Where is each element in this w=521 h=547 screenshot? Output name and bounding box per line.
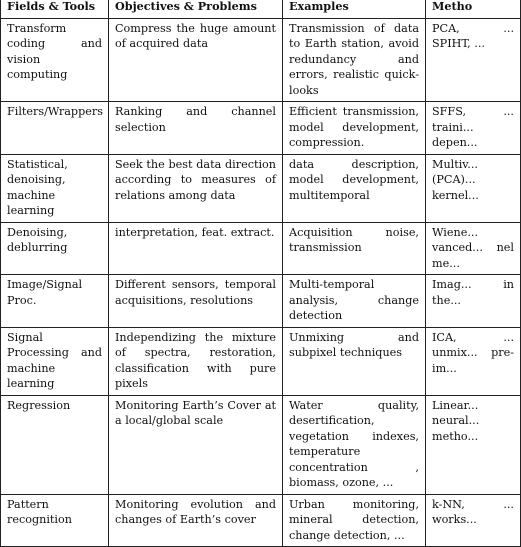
- field-text: Statistical, denoising, machine learning: [7, 157, 68, 217]
- table-row: [1, 395, 521, 494]
- example-text: Efficient transmission, model development, compression.: [289, 105, 419, 149]
- field-text: Regression: [7, 398, 71, 412]
- table-row: [1, 327, 521, 395]
- example-text: data description, model development, multitemporal: [289, 157, 419, 202]
- objective-text: interpretation, feat. extract.: [115, 225, 275, 239]
- example-cell: [283, 154, 426, 222]
- method-text: k-NN, ... works...: [432, 497, 514, 526]
- example-text: Urban monitoring, mineral detection, change detection, ...: [289, 497, 419, 542]
- method-cell: [426, 395, 521, 494]
- method-cell: [426, 102, 521, 155]
- example-cell: [283, 102, 426, 155]
- method-cell: [426, 222, 521, 275]
- method-text: Linear... neural... metho...: [432, 398, 480, 443]
- example-cell: [283, 275, 426, 328]
- field-cell: [1, 154, 109, 222]
- example-text: Acquisition noise, transmission: [289, 225, 419, 254]
- example-text: Water quality, desertification, vegetation indexes, temperature concentration , biomass, ozone, ...: [289, 398, 419, 489]
- objective-cell: [109, 18, 283, 102]
- objective-cell: [109, 222, 283, 275]
- field-text: Filters/Wrappers: [7, 105, 103, 118]
- example-cell: [283, 327, 426, 395]
- example-cell: [283, 18, 426, 102]
- method-text: ICA, ... unmix... pre-im...: [432, 330, 514, 375]
- objective-text: Monitoring Earth’s Cover at a local/global scale: [115, 398, 276, 427]
- objective-text: Different sensors, temporal acquisitions, resolutions: [115, 278, 276, 307]
- method-text: Multiv... (PCA)... kernel...: [432, 157, 479, 202]
- method-cell: [426, 327, 521, 395]
- example-text: Unmixing and subpixel techniques: [289, 330, 419, 359]
- table-row: [1, 275, 521, 328]
- field-text: Signal Processing and machine learning: [7, 330, 102, 390]
- method-text: PCA, ... SPIHT, ...: [432, 21, 514, 50]
- objective-cell: [109, 275, 283, 328]
- method-cell: [426, 494, 521, 547]
- method-text: Imag... in the...: [432, 278, 514, 307]
- objective-cell: [109, 102, 283, 155]
- objective-cell: [109, 395, 283, 494]
- method-text: Wiene... vanced... nel me...: [432, 225, 514, 270]
- example-text: Multi-temporal analysis, change detection: [289, 278, 419, 322]
- objective-text: Compress the huge amount of acquired data: [115, 21, 276, 50]
- header-methods: Metho: [426, 0, 521, 18]
- objective-cell: [109, 494, 283, 547]
- table-row: [1, 222, 521, 275]
- field-cell: [1, 494, 109, 547]
- table-row: [1, 18, 521, 102]
- header-row: [1, 0, 521, 18]
- method-cell: [426, 275, 521, 328]
- method-text: SFFS, ... traini... depen...: [432, 105, 514, 149]
- method-cell: [426, 154, 521, 222]
- table-row: [1, 102, 521, 155]
- header-examples: Examples: [283, 0, 426, 18]
- field-cell: [1, 395, 109, 494]
- field-cell: [1, 275, 109, 328]
- objective-text: Monitoring evolution and changes of Earth’s cover: [115, 497, 276, 526]
- field-cell: [1, 327, 109, 395]
- example-text: Transmission of data to Earth station, avoid redundancy and errors, realistic quick-looks: [289, 21, 419, 97]
- table-row: [1, 154, 521, 222]
- field-cell: [1, 102, 109, 155]
- example-cell: [283, 222, 426, 275]
- header-objectives-problems: Objectives & Problems: [109, 0, 283, 18]
- field-text: Image/Signal Proc.: [7, 278, 83, 307]
- field-cell: [1, 18, 109, 102]
- example-cell: [283, 395, 426, 494]
- objective-cell: [109, 327, 283, 395]
- objective-text: Seek the best data direction according to measures of relations among data: [115, 157, 276, 202]
- example-cell: [283, 494, 426, 547]
- method-cell: [426, 18, 521, 102]
- field-text: Transform coding and vision computing: [7, 21, 102, 81]
- objective-text: Independizing the mixture of spectra, restoration, classification with pure pixels: [115, 330, 276, 390]
- objective-cell: [109, 154, 283, 222]
- table-row: [1, 494, 521, 547]
- header-fields-tools: Fields & Tools: [1, 0, 109, 18]
- field-cell: [1, 222, 109, 275]
- field-text: Denoising, deblurring: [7, 225, 68, 254]
- objective-text: Ranking and channel selection: [115, 105, 276, 134]
- field-text: Pattern recognition: [7, 497, 72, 526]
